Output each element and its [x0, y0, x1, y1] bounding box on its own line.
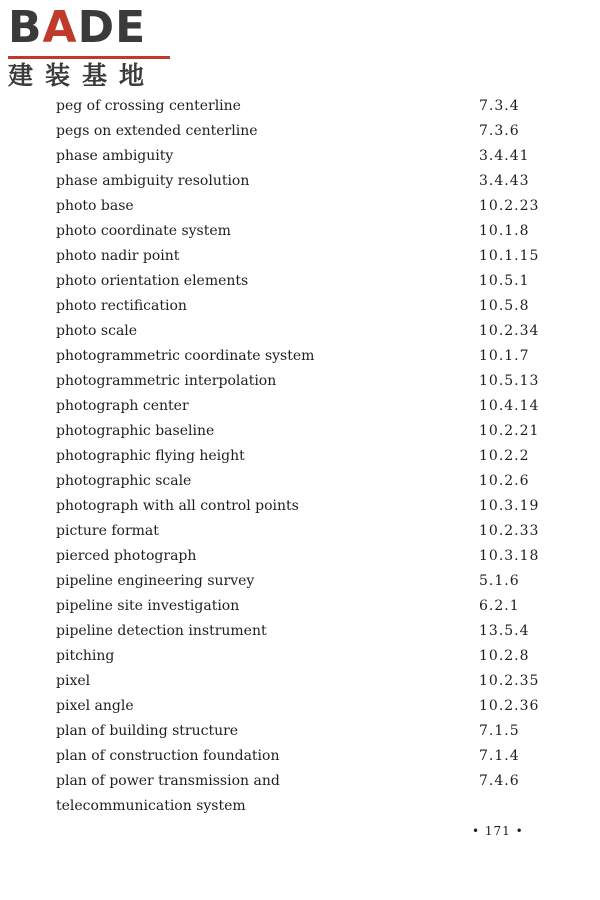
- index-term: pipeline detection instrument: [56, 623, 267, 639]
- index-term: photographic scale: [56, 473, 192, 489]
- index-term: plan of building structure: [56, 723, 239, 739]
- index-term: plan of construction foundation: [56, 748, 280, 764]
- index-ref: 10.4.14: [479, 398, 540, 414]
- index-ref: 10.5.13: [479, 373, 540, 389]
- logo-wordmark: [8, 4, 146, 52]
- index-entry: [56, 445, 576, 470]
- index-entry: [56, 545, 576, 570]
- index-entry: [56, 95, 576, 120]
- index-term: pipeline engineering survey: [56, 573, 255, 589]
- index-ref: 13.5.4: [479, 623, 530, 639]
- index-ref: 10.1.8: [479, 223, 530, 239]
- index-term: pipeline site investigation: [56, 598, 240, 614]
- index-term: phase ambiguity: [56, 148, 174, 164]
- index-ref: 10.5.8: [479, 298, 530, 314]
- index-ref: 10.2.2: [479, 448, 530, 464]
- logo-letter-b: B: [8, 2, 43, 53]
- index-ref: 10.3.19: [479, 498, 540, 514]
- index-ref: 7.3.6: [479, 123, 520, 139]
- index-term: photographic baseline: [56, 423, 215, 439]
- index-ref: 10.2.36: [479, 698, 540, 714]
- index-term: photo scale: [56, 323, 138, 339]
- index-term: peg of crossing centerline: [56, 98, 241, 114]
- index-ref: 10.2.35: [479, 673, 540, 689]
- index-term: photogrammetric interpolation: [56, 373, 277, 389]
- index-entry: [56, 770, 576, 795]
- index-ref: 5.1.6: [479, 573, 520, 589]
- index-term: picture format: [56, 523, 159, 539]
- index-entry: [56, 420, 576, 445]
- logo-letter-a: A: [42, 2, 78, 53]
- index-term: pixel angle: [56, 698, 134, 714]
- index-entry: [56, 570, 576, 595]
- index-entry: [56, 270, 576, 295]
- index-term: photo base: [56, 198, 134, 214]
- index-entry: [56, 670, 576, 695]
- index-ref: 7.4.6: [479, 773, 520, 789]
- index-term: photogrammetric coordinate system: [56, 348, 315, 364]
- index-term: pegs on extended centerline: [56, 123, 258, 139]
- index-entry: [56, 395, 576, 420]
- index-term: plan of power transmission and: [56, 773, 280, 789]
- index-entry-continuation: telecommunication system: [56, 798, 246, 814]
- index-entry: [56, 495, 576, 520]
- index-entry: [56, 170, 576, 195]
- index-ref: 10.2.23: [479, 198, 540, 214]
- index-term: pierced photograph: [56, 548, 197, 564]
- index-ref: 10.2.8: [479, 648, 530, 664]
- logo-chinese-text: 建装基地: [8, 61, 157, 90]
- index-ref: 10.5.1: [479, 273, 530, 289]
- index-entry: [56, 345, 576, 370]
- index-entry: [56, 145, 576, 170]
- index-ref: 7.1.5: [479, 723, 520, 739]
- index-ref: 3.4.41: [479, 148, 530, 164]
- index-entry: [56, 245, 576, 270]
- index-entry: [56, 620, 576, 645]
- index-entry: [56, 120, 576, 145]
- index-ref: 10.1.7: [479, 348, 530, 364]
- index-ref: 10.2.21: [479, 423, 540, 439]
- index-ref: 6.2.1: [479, 598, 520, 614]
- index-ref: 7.1.4: [479, 748, 520, 764]
- bade-logo: [8, 4, 178, 90]
- page-number: • 171 •: [472, 824, 524, 838]
- logo-divider: [8, 56, 170, 59]
- index-term: photographic flying height: [56, 448, 245, 464]
- index-term: pitching: [56, 648, 115, 664]
- index-ref: 7.3.4: [479, 98, 520, 114]
- index-entry: [56, 720, 576, 745]
- index-term: photo rectification: [56, 298, 187, 314]
- index-term: pixel: [56, 673, 91, 689]
- index-term: phase ambiguity resolution: [56, 173, 250, 189]
- index-entry: [56, 370, 576, 395]
- index-ref: 10.3.18: [479, 548, 540, 564]
- index-ref: 10.2.33: [479, 523, 540, 539]
- index-entry: [56, 470, 576, 495]
- logo-letters-de: DE: [77, 2, 147, 53]
- index-entry: [56, 745, 576, 770]
- index-list: [56, 95, 576, 820]
- index-ref: 10.2.34: [479, 323, 540, 339]
- index-ref: 10.2.6: [479, 473, 530, 489]
- index-entry: [56, 295, 576, 320]
- index-term: photograph with all control points: [56, 498, 299, 514]
- index-entry: [56, 645, 576, 670]
- index-entry: [56, 520, 576, 545]
- index-entry: [56, 695, 576, 720]
- index-entry: [56, 595, 576, 620]
- index-entry: [56, 320, 576, 345]
- index-term: photo orientation elements: [56, 273, 249, 289]
- index-ref: 10.1.15: [479, 248, 540, 264]
- index-term: photo nadir point: [56, 248, 180, 264]
- index-entry: [56, 195, 576, 220]
- index-ref: 3.4.43: [479, 173, 530, 189]
- index-term: photo coordinate system: [56, 223, 231, 239]
- index-entry: [56, 220, 576, 245]
- index-term: photograph center: [56, 398, 189, 414]
